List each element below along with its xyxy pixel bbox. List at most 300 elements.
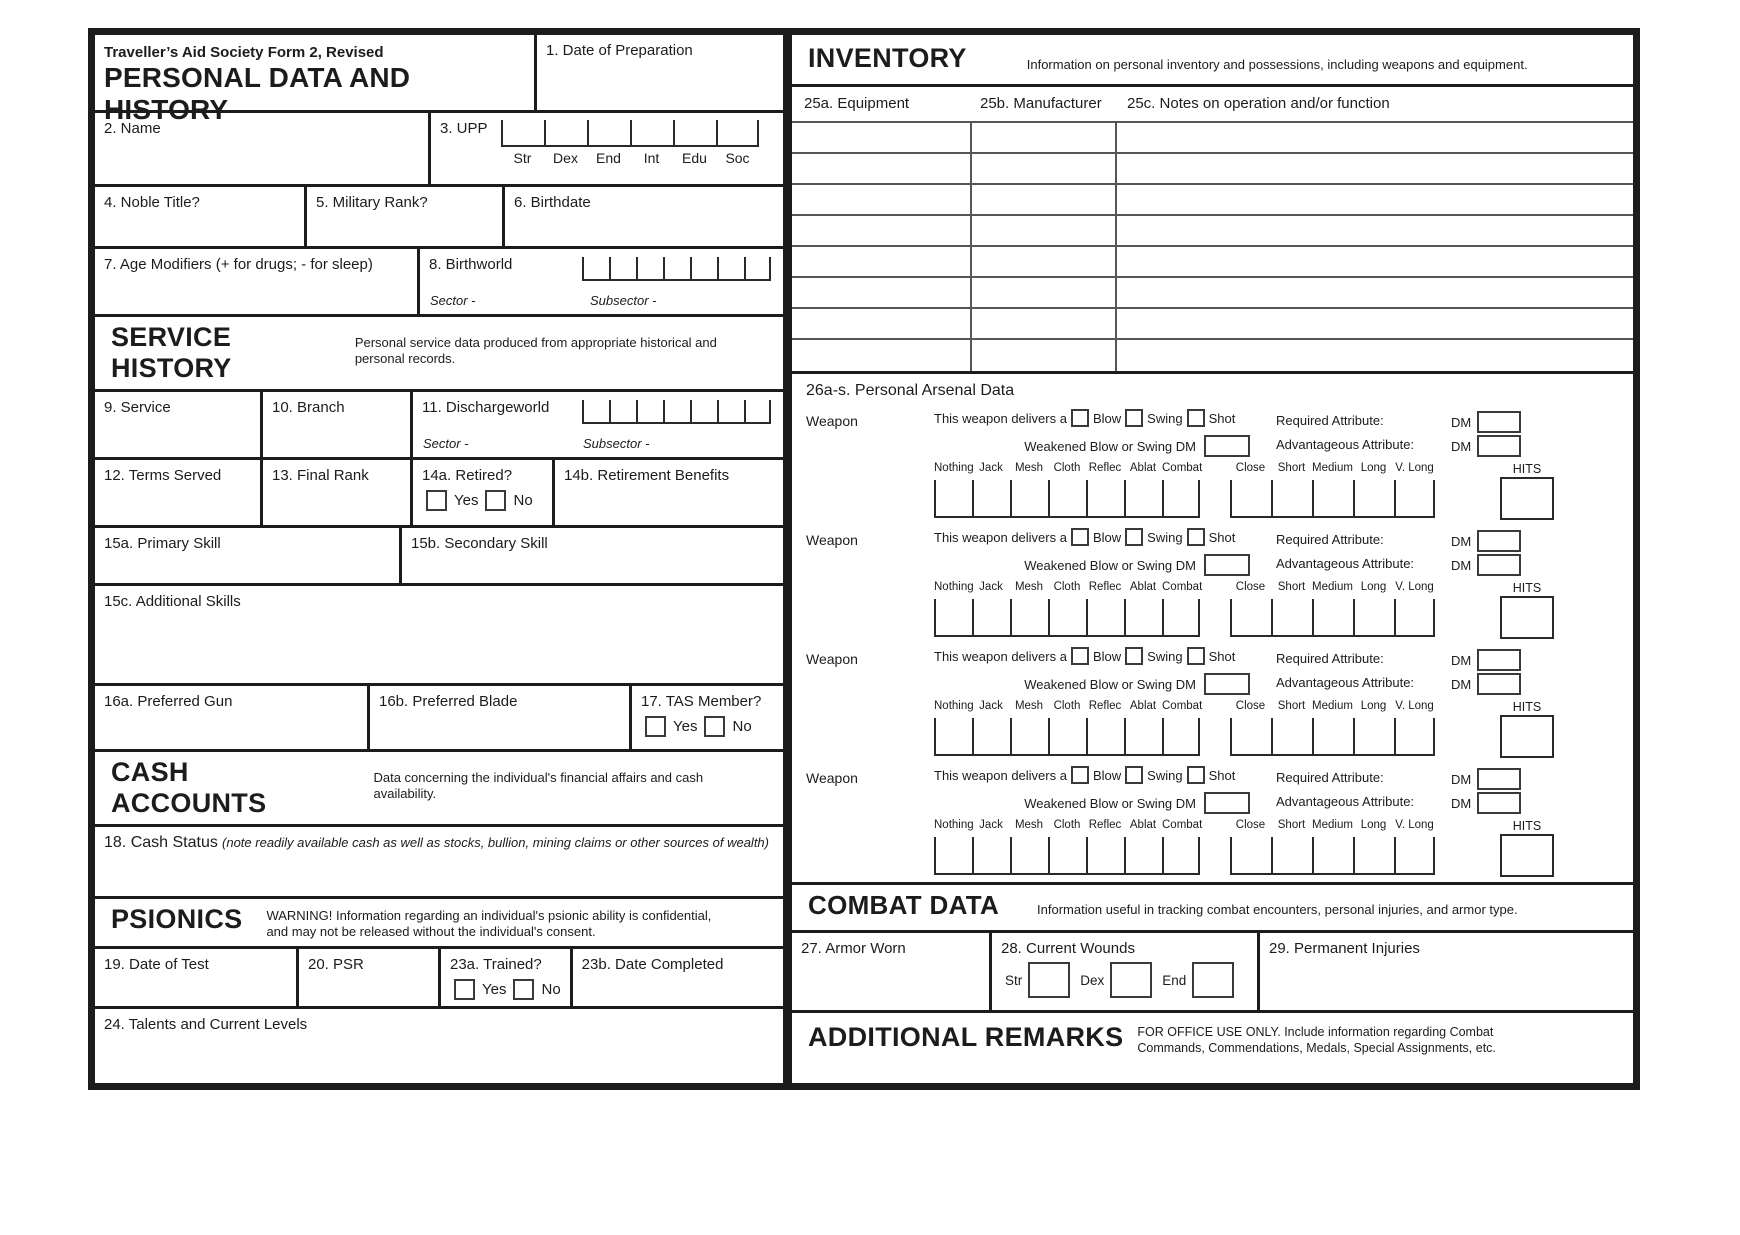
dischargeworld-hex-cell[interactable] [690,400,717,422]
weapon-label: Weapon [806,413,858,429]
armor-type-label: Cloth [1053,462,1081,474]
range-label: Long [1360,462,1387,474]
trained-yes-label: Yes [482,980,507,998]
inventory-equipment-cell[interactable] [792,247,972,276]
advantageous-dm-box[interactable] [1477,673,1521,695]
range-dm-cell[interactable] [1394,837,1435,873]
armor-dm-cell[interactable] [1162,837,1200,873]
inventory-row [792,185,1633,216]
armor-dm-cell[interactable] [1048,480,1086,516]
tas-yes-checkbox[interactable] [645,716,666,737]
blow-checkbox[interactable] [1071,528,1089,546]
secondary-skill-field[interactable] [402,528,783,583]
inventory-manufacturer-cell[interactable] [972,309,1117,338]
dischargeworld-hex-cell[interactable] [663,400,690,422]
armor-dm-cell[interactable] [1048,837,1086,873]
upp-label: 3. UPP [440,120,488,137]
retirement-benefits-label: 14b. Retirement Benefits [564,467,730,484]
upp-cell[interactable] [716,120,759,145]
inventory-equipment-cell[interactable] [792,278,972,307]
inventory-manufacturer-cell[interactable] [972,216,1117,245]
upp-cell[interactable] [630,120,673,145]
inventory-manufacturer-cell[interactable] [972,340,1117,371]
tas-member-field [632,686,783,749]
swing-label: Swing [1147,767,1183,783]
additional-skills-label: 15c. Additional Skills [104,593,241,610]
military-rank-field[interactable] [307,187,505,246]
inventory-column-headers [792,87,1633,121]
dischargeworld-subsector-label: Subsector - [583,436,650,451]
delivers-label: This weapon delivers a [934,648,1067,664]
range-dm-cell[interactable] [1312,718,1353,754]
range-dm-cell[interactable] [1353,718,1394,754]
upp-cell[interactable] [501,120,544,145]
birthdate-label: 6. Birthdate [514,194,591,211]
date-completed-label: 23b. Date Completed [581,955,724,973]
weakened-dm-box[interactable] [1204,435,1250,457]
range-labels [1230,462,1435,474]
range-dm-cell[interactable] [1394,480,1435,516]
additional-skills-field[interactable] [95,586,783,683]
range-dm-cell[interactable] [1230,718,1271,754]
hits-label: HITS [1512,819,1542,833]
armor-type-label: Ablat [1129,700,1157,712]
shot-checkbox[interactable] [1187,766,1205,784]
noble-title-field[interactable] [95,187,307,246]
range-label: V. Long [1395,819,1434,831]
hits-label: HITS [1512,700,1542,714]
range-label: Close [1235,819,1266,831]
armor-type-label: Nothing [934,462,974,474]
trained-field [441,949,573,1006]
armor-dm-cell[interactable] [972,837,1010,873]
weapon-label: Weapon [806,532,858,548]
psionics-section-header [95,899,783,949]
blow-label: Blow [1092,767,1122,783]
armor-type-label: Ablat [1129,462,1157,474]
range-dm-cell[interactable] [1394,718,1435,754]
inventory-row [792,309,1633,340]
age-modifiers-label: 7. Age Modifiers (+ for drugs; - for sleep) [104,256,373,273]
personal-arsenal-section [792,374,1633,885]
required-dm-label: DM [1451,652,1472,668]
dischargeworld-hex-cell[interactable] [717,400,744,422]
range-label: Close [1235,462,1266,474]
dischargeworld-field[interactable] [413,392,783,457]
talents-label: 24. Talents and Current Levels [104,1015,308,1033]
dischargeworld-hex-cell[interactable] [582,400,609,422]
weakened-dm-box[interactable] [1204,673,1250,695]
armor-type-label: Nothing [934,700,974,712]
armor-type-label: Nothing [934,819,974,831]
range-dm-cell[interactable] [1312,480,1353,516]
armor-dm-cell[interactable] [1010,480,1048,516]
additional-skills-row [95,586,783,686]
upp-cell[interactable] [587,120,630,145]
armor-dm-cell[interactable] [1124,599,1162,635]
birthworld-hex-cell[interactable] [663,257,690,279]
inventory-row [792,247,1633,278]
terms-served-field[interactable] [95,460,263,525]
swing-label: Swing [1147,410,1183,426]
advantageous-dm-label: DM [1451,676,1472,692]
range-dm-cell[interactable] [1353,480,1394,516]
date-of-preparation-field[interactable] [537,35,783,110]
retired-yes-checkbox[interactable] [426,490,447,511]
inventory-manufacturer-cell[interactable] [972,123,1117,152]
inventory-row [792,123,1633,154]
psr-field[interactable] [299,949,441,1006]
terms-rank-retired-row [95,460,783,528]
armor-type-labels [934,462,1203,474]
shot-checkbox[interactable] [1187,647,1205,665]
weapon-delivery-line [934,766,1235,784]
inventory-equipment-cell[interactable] [792,154,972,183]
date-of-preparation-label: 1. Date of Preparation [546,42,693,59]
birthworld-hex-strip [582,257,771,281]
advantageous-dm-group [1451,435,1521,457]
retired-yes-label: Yes [454,492,479,509]
armor-dm-cell[interactable] [1124,480,1162,516]
armor-dm-cell[interactable] [972,718,1010,754]
range-dm-cells [1230,599,1435,637]
shot-checkbox[interactable] [1187,409,1205,427]
cash-status-field[interactable] [95,827,783,896]
armor-type-label: Jack [979,462,1003,474]
delivers-label: This weapon delivers a [934,767,1067,783]
dischargeworld-hex-cell[interactable] [609,400,636,422]
weapon-label: Weapon [806,651,858,667]
advantageous-dm-label: DM [1451,438,1472,454]
required-dm-box[interactable] [1477,530,1521,552]
armor-type-labels [934,700,1203,712]
armor-type-label: Jack [979,581,1003,593]
armor-type-label: Reflec [1088,819,1122,831]
psionics-warning: WARNING! Information regarding an individual's psionic ability is confidential, and may not be released without the individual's consent. [266,908,712,940]
birthworld-hex-cell[interactable] [744,257,771,279]
title-rank-birthdate-row [95,187,783,249]
range-label: Short [1277,462,1306,474]
inventory-equipment-cell[interactable] [792,123,972,152]
armor-dm-cell[interactable] [1086,837,1124,873]
upp-stat-label: Str [513,150,532,166]
range-dm-cell[interactable] [1271,480,1312,516]
primary-skill-field[interactable] [95,528,402,583]
retirement-benefits-field[interactable] [555,460,783,525]
advantageous-dm-group [1451,673,1521,695]
armor-dm-cell[interactable] [1086,599,1124,635]
armor-type-label: Mesh [1014,581,1044,593]
secondary-skill-label: 15b. Secondary Skill [411,535,548,552]
hits-box[interactable] [1500,715,1554,758]
swing-label: Swing [1147,529,1183,545]
birthworld-hex-cell[interactable] [582,257,609,279]
dischargeworld-hex-cell[interactable] [636,400,663,422]
wound-str-box[interactable] [1028,962,1070,998]
age-birthworld-row [95,249,783,317]
inventory-notes-cell[interactable] [1117,154,1633,183]
hits-box[interactable] [1500,596,1554,639]
upp-cell[interactable] [544,120,587,145]
dischargeworld-hex-strip [582,400,771,424]
range-label: V. Long [1395,462,1434,474]
age-modifiers-field[interactable] [95,249,420,314]
weapon-delivery-line [934,647,1235,665]
shot-label: Shot [1208,648,1236,664]
inventory-equipment-cell[interactable] [792,340,972,371]
range-labels [1230,819,1435,831]
armor-type-label: Ablat [1129,581,1157,593]
range-dm-cell[interactable] [1230,480,1271,516]
range-dm-cell[interactable] [1394,599,1435,635]
hits-box[interactable] [1500,834,1554,877]
retired-choices [422,490,543,511]
additional-remarks-section[interactable] [792,1013,1633,1083]
inventory-notes-cell[interactable] [1117,185,1633,214]
armor-dm-cell[interactable] [1124,718,1162,754]
tas-no-label: No [732,718,752,735]
tas-yes-label: Yes [673,718,698,735]
inventory-equipment-cell[interactable] [792,216,972,245]
armor-dm-cell[interactable] [934,837,972,873]
weakened-dm-label: Weakened Blow or Swing DM [1024,558,1196,573]
weakened-dm-box[interactable] [1204,554,1250,576]
required-dm-box[interactable] [1477,411,1521,433]
current-wounds-field [992,933,1260,1010]
cash-status-row [95,827,783,899]
upp-strip [501,120,759,166]
armor-type-label: Jack [979,819,1003,831]
armor-dm-cell[interactable] [972,599,1010,635]
required-attribute-label: Required Attribute: [1276,413,1384,428]
service-branch-row [95,392,783,460]
form-id: Traveller’s Aid Society Form 2, Revised [104,44,384,61]
advantageous-attribute-label: Advantageous Attribute: [1276,675,1415,690]
inventory-manufacturer-cell[interactable] [972,247,1117,276]
armor-dm-cell[interactable] [972,480,1010,516]
wound-dex-label: Dex [1080,972,1105,988]
character-sheet-form [88,28,1640,1090]
inventory-notes-cell[interactable] [1117,278,1633,307]
current-wounds-boxes [1001,962,1248,998]
shot-checkbox[interactable] [1187,528,1205,546]
terms-served-label: 12. Terms Served [104,467,222,484]
inventory-subtitle: Information on personal inventory and possessions, including weapons and equipment. [1026,57,1528,72]
armor-dm-cell[interactable] [1162,718,1200,754]
retired-field [413,460,555,525]
upp-cell[interactable] [673,120,716,145]
tas-member-label: 17. TAS Member? [641,693,762,710]
skills-row [95,528,783,586]
service-history-subtitle: Personal service data produced from appropriate historical and personal records. [354,335,717,367]
blow-checkbox[interactable] [1071,766,1089,784]
trained-yes-checkbox[interactable] [454,979,475,1000]
inventory-equipment-cell[interactable] [792,185,972,214]
armor-dm-cell[interactable] [1086,480,1124,516]
wound-end-box[interactable] [1192,962,1234,998]
armor-type-label: Mesh [1014,819,1044,831]
range-label: Medium [1312,581,1353,593]
required-dm-box[interactable] [1477,768,1521,790]
blow-checkbox[interactable] [1071,409,1089,427]
armor-type-label: Combat [1162,819,1203,831]
branch-field[interactable] [263,392,413,457]
psr-label: 20. PSR [308,955,364,973]
required-attribute-label: Required Attribute: [1276,532,1384,547]
inventory-manufacturer-cell[interactable] [972,278,1117,307]
trained-choices [450,979,561,1000]
armor-dm-cell[interactable] [934,718,972,754]
delivers-label: This weapon delivers a [934,529,1067,545]
armor-dm-cell[interactable] [934,480,972,516]
wound-dex-box[interactable] [1110,962,1152,998]
armor-dm-cell[interactable] [1124,837,1162,873]
range-dm-cell[interactable] [1353,599,1394,635]
weapon-delivery-line [934,409,1235,427]
range-dm-cell[interactable] [1271,718,1312,754]
upp-stat-label: Int [643,150,660,166]
blow-label: Blow [1092,410,1122,426]
preferred-weapons-row [95,686,783,752]
inventory-row [792,216,1633,247]
personal-data-column [95,35,792,1083]
swing-checkbox[interactable] [1125,528,1143,546]
range-dm-cells [1230,837,1435,875]
range-dm-cell[interactable] [1271,837,1312,873]
advantageous-dm-box[interactable] [1477,435,1521,457]
trained-no-label: No [541,980,561,998]
name-label: 2. Name [104,120,161,137]
armor-dm-cell[interactable] [1048,599,1086,635]
weapon-block [806,761,1625,880]
birthworld-hex-cell[interactable] [636,257,663,279]
armor-dm-cell[interactable] [1010,718,1048,754]
tas-no-checkbox[interactable] [704,716,725,737]
birthworld-field[interactable] [420,249,783,314]
birthworld-hex-cell[interactable] [690,257,717,279]
armor-type-label: Cloth [1053,700,1081,712]
inventory-row [792,154,1633,185]
armor-dm-cell[interactable] [934,599,972,635]
form-header-row [95,35,783,125]
required-dm-box[interactable] [1477,649,1521,671]
birthworld-hex-cell[interactable] [717,257,744,279]
range-label: Short [1277,581,1306,593]
date-completed-field[interactable] [573,949,783,1006]
swing-checkbox[interactable] [1125,647,1143,665]
retired-label: 14a. Retired? [422,467,513,484]
blow-checkbox[interactable] [1071,647,1089,665]
equipment-column-header: 25a. Equipment [804,95,910,112]
name-field[interactable] [95,113,431,184]
advantageous-dm-group [1451,554,1521,576]
upp-field[interactable] [431,113,783,184]
inventory-manufacturer-cell[interactable] [972,185,1117,214]
hits-label: HITS [1512,462,1542,476]
range-labels [1230,700,1435,712]
swing-label: Swing [1147,648,1183,664]
dischargeworld-hex-cell[interactable] [744,400,771,422]
range-dm-cell[interactable] [1230,599,1271,635]
armor-type-label: Nothing [934,581,974,593]
preferred-gun-label: 16a. Preferred Gun [104,693,233,710]
inventory-notes-cell[interactable] [1117,123,1633,152]
advantageous-attribute-label: Advantageous Attribute: [1276,437,1415,452]
inventory-row [792,340,1633,371]
inventory-notes-cell[interactable] [1117,340,1633,371]
final-rank-field[interactable] [263,460,413,525]
range-dm-cell[interactable] [1271,599,1312,635]
armor-type-label: Reflec [1088,581,1122,593]
range-label: Long [1360,819,1387,831]
swing-checkbox[interactable] [1125,766,1143,784]
armor-worn-field[interactable] [792,933,992,1010]
range-dm-cell[interactable] [1312,837,1353,873]
preferred-blade-field[interactable] [370,686,632,749]
range-label: Short [1277,819,1306,831]
birthworld-label: 8. Birthworld [429,256,513,273]
range-dm-cell[interactable] [1353,837,1394,873]
advantageous-attribute-label: Advantageous Attribute: [1276,556,1415,571]
birthworld-hex-cell[interactable] [609,257,636,279]
armor-dm-cell[interactable] [1010,599,1048,635]
armor-dm-cells [934,480,1200,518]
service-history-section-header [95,317,783,392]
range-dm-cell[interactable] [1312,599,1353,635]
permanent-injuries-field[interactable] [1260,933,1633,1010]
armor-dm-cell[interactable] [1162,599,1200,635]
armor-type-label: Reflec [1088,462,1122,474]
preferred-gun-field[interactable] [95,686,370,749]
range-label: Medium [1312,700,1353,712]
date-of-test-field[interactable] [95,949,299,1006]
dischargeworld-label: 11. Dischargeworld [422,399,550,416]
service-field[interactable] [95,392,263,457]
inventory-notes-cell[interactable] [1117,309,1633,338]
inventory-manufacturer-cell[interactable] [972,154,1117,183]
form-title-cell [95,35,537,125]
armor-dm-cell[interactable] [1162,480,1200,516]
inventory-notes-cell[interactable] [1117,216,1633,245]
talents-field[interactable] [95,1009,783,1084]
combat-fields-row [792,933,1633,1013]
trained-no-checkbox[interactable] [513,979,534,1000]
armor-dm-cell[interactable] [1086,718,1124,754]
range-dm-cells [1230,480,1435,518]
retired-no-checkbox[interactable] [485,490,506,511]
advantageous-dm-box[interactable] [1477,554,1521,576]
weakened-dm-box[interactable] [1204,792,1250,814]
advantageous-dm-box[interactable] [1477,792,1521,814]
wound-end-label: End [1162,972,1187,988]
armor-dm-cell[interactable] [1048,718,1086,754]
psionics-title: PSIONICS [111,904,243,934]
weakened-dm-label: Weakened Blow or Swing DM [1024,796,1196,811]
cash-accounts-title: CASH ACCOUNTS [111,757,267,818]
hits-box[interactable] [1500,477,1554,520]
armor-type-labels [934,819,1203,831]
swing-checkbox[interactable] [1125,409,1143,427]
combat-data-subtitle: Information useful in tracking combat encounters, personal injuries, and armor type. [1037,902,1518,917]
armor-dm-cell[interactable] [1010,837,1048,873]
preferred-blade-label: 16b. Preferred Blade [379,693,518,710]
range-dm-cell[interactable] [1230,837,1271,873]
advantageous-dm-group [1451,792,1521,814]
inventory-equipment-cell[interactable] [792,309,972,338]
birthdate-field[interactable] [505,187,783,246]
inventory-combat-column [792,35,1633,1083]
inventory-notes-cell[interactable] [1117,247,1633,276]
